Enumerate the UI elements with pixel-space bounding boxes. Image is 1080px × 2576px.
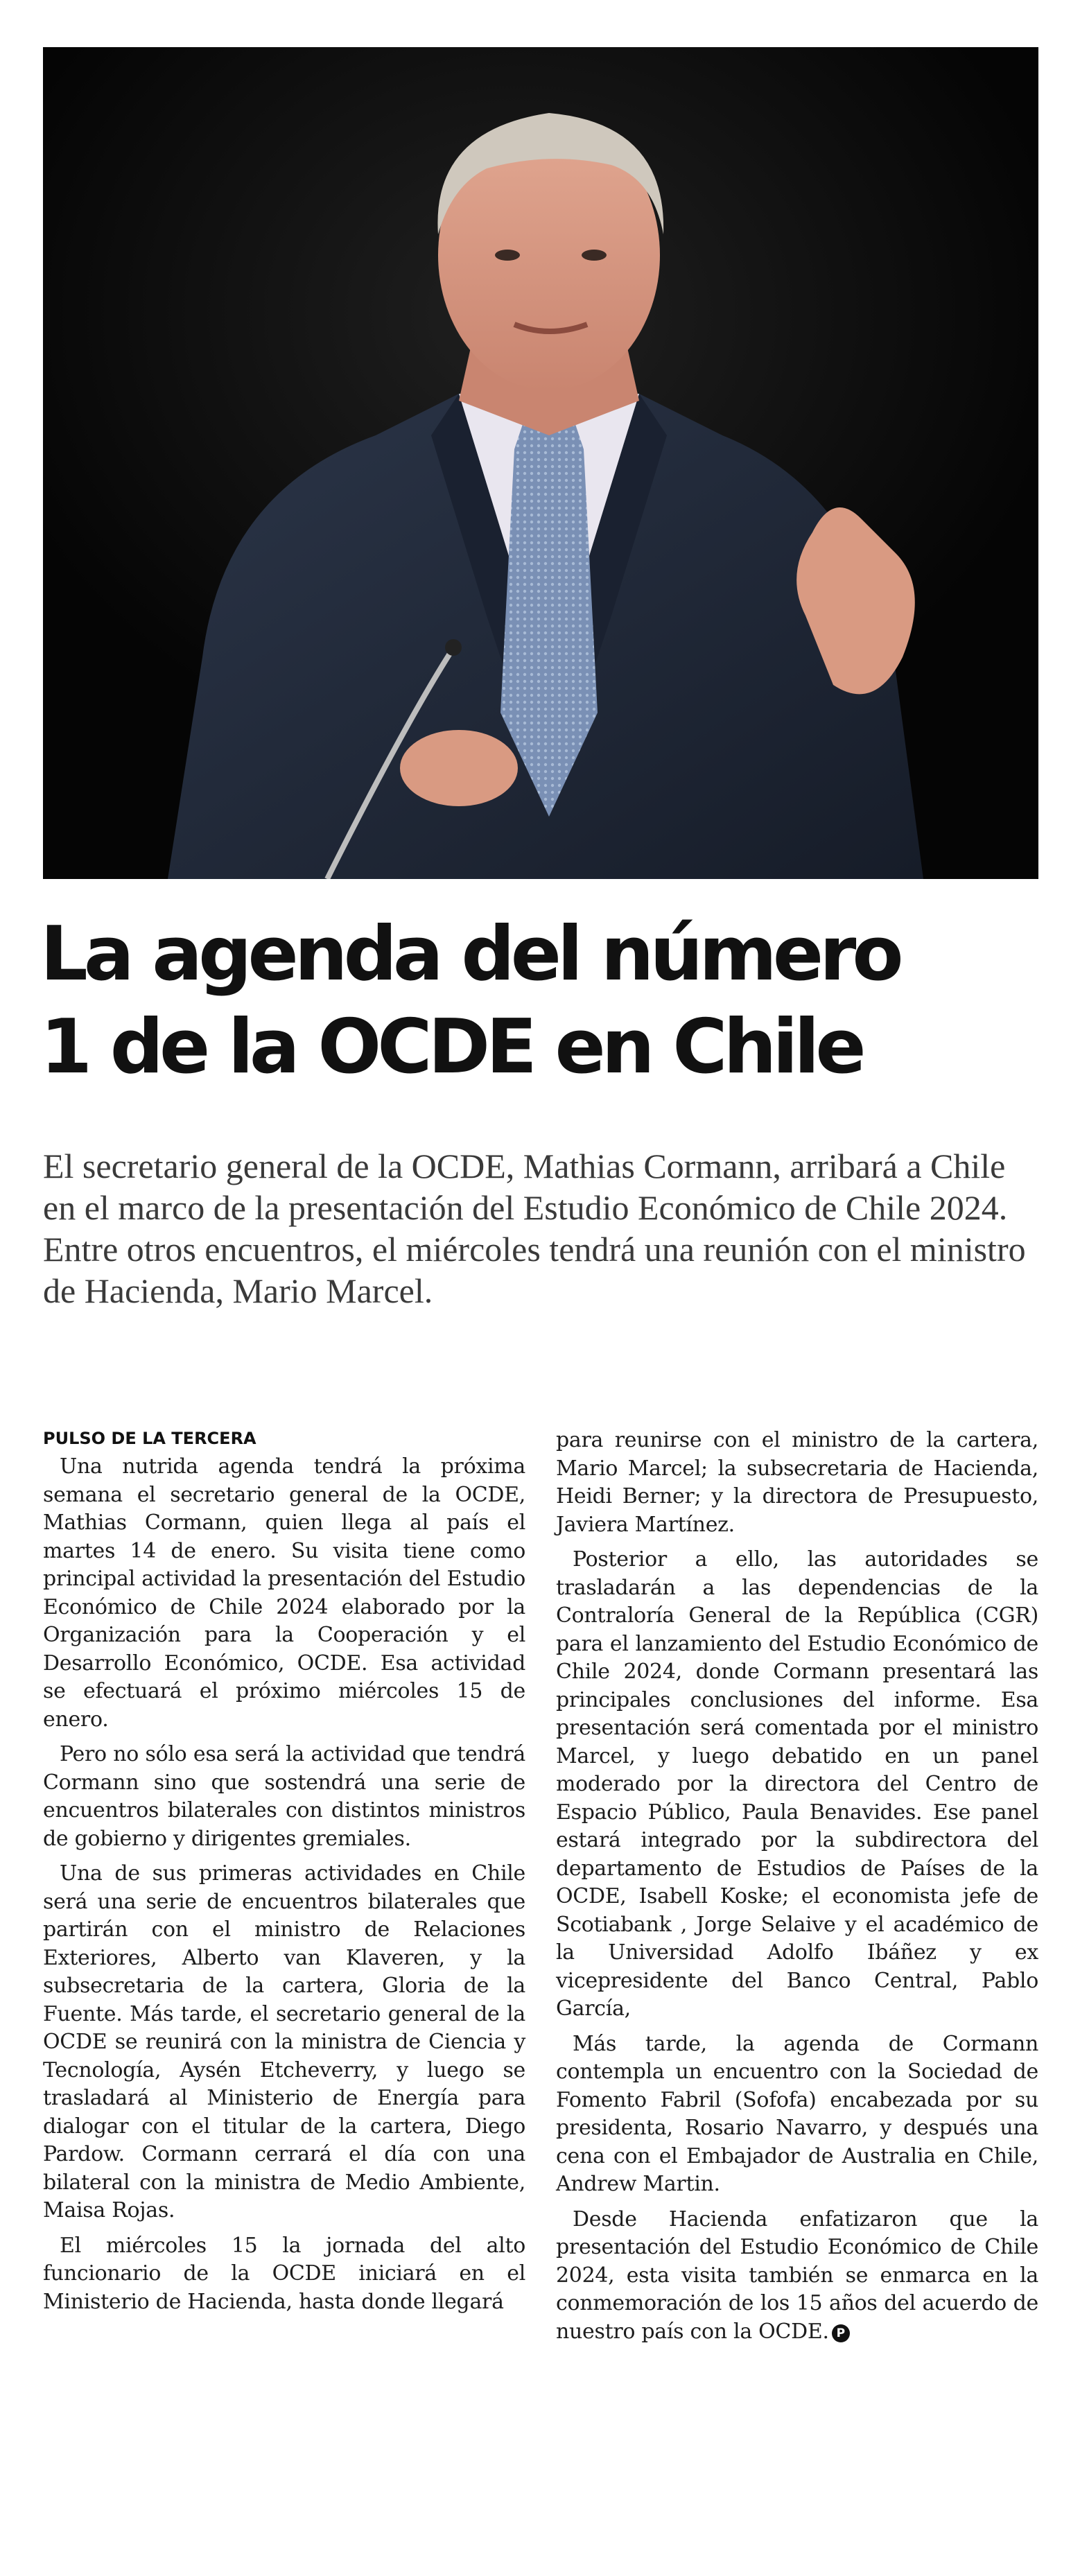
paragraph: Posterior a ello, las autoridades se trasladarán a las dependencias de la Contraloría General de la República (CGR) para el lanzamiento del Estudio Económico de Chile 2024, donde Cormann presentará las principales conclusiones del informe. Esa presentación será comentada por el ministro Marcel, y luego debatido en un panel moderado por la directora del Centro de Espacio Público, Paula Benavides. Ese panel estará integrado por la subdirectora del departamento de Estudios de Países de la OCDE, Isabell Koske; el economista jefe de Scotiabank , Jorge Selaive y el académico de la Universidad Adolfo Ibáñez y ex vicepresidente del Banco Central, Pablo García, — [556, 1547, 1038, 2021]
paragraph-last — [556, 2206, 1038, 2347]
paragraph: El miércoles 15 la jornada del alto funcionario de la OCDE iniciará en el Ministerio de Hacienda, hasta donde llegará — [43, 2233, 525, 2314]
paragraph: Más tarde, la agenda de Cormann contempla un encuentro con la Sociedad de Fomento Fabril (Sofofa) encabezada por su presidenta, Rosario Navarro, y después una cena con el Embajador de Australia en Chile, Andrew Martin. — [556, 2031, 1038, 2196]
deck: El secretario general de la OCDE, Mathias Cormann, arribará a Chile en el marco de la presentación del Estudio Económico de Chile 2024. Entre otros encuentros, el miércoles tendrá una reunión con el ministro de Hacienda, Mario Marcel. — [43, 1147, 1026, 1310]
column-left — [43, 1427, 525, 2550]
paragraph: Una de sus primeras actividades en Chile será una serie de encuentros bilaterales que partirán con el ministro de Relaciones Exteriores, Alberto van Klaveren, y la subsecretaria de la cartera, Gloria de la Fuente. Más tarde, el secretario general de la OCDE se reunirá con la ministra de Ciencia y Tecnología, Aysén Etcheverry, y luego se trasladará al Ministerio de Energía para dialogar con el titular de la cartera, Diego Pardow. Cormann cerrará el día con una bilateral con la ministra de Medio Ambiente, Maisa Rojas. — [43, 1861, 525, 2222]
byline: PULSO DE LA TERCERA — [43, 1429, 256, 1448]
end-mark-icon: P — [832, 2324, 850, 2342]
lower-hand-shape — [400, 730, 518, 806]
column-right — [556, 1427, 1038, 2550]
photo-illustration — [43, 47, 1038, 879]
headline — [40, 908, 1038, 1094]
paragraph: Pero no sólo esa será la actividad que tendrá Cormann sino que sostendrá una serie de encuentros bilaterales con distintos ministros de gobierno y dirigentes gremiales. — [43, 1742, 525, 1851]
headline-line-2: 1 de la OCDE en Chile — [40, 1004, 862, 1090]
paragraph-last-text: Desde Hacienda enfatizaron que la presentación del Estudio Económico de Chile 2024, esta visita también se enmarca en la conmemoración de los 15 años del acuerdo de nuestro país con la OCDE. — [556, 2207, 1038, 2344]
paragraph: Una nutrida agenda tendrá la próxima semana el secretario general de la OCDE, Mathias Cormann, quien llega al país el martes 14 de enero. Su visita tiene como principal actividad la presentación del Estudio Económico de Chile 2024 elaborado por la Organización para la Cooperación y el Desarrollo Económico, OCDE. Esa actividad se efectuará el próximo miércoles 15 de enero. — [43, 1454, 525, 1732]
article-photo — [43, 47, 1038, 879]
headline-line-1: La agenda del número — [40, 911, 900, 998]
article-body — [43, 1427, 1038, 2550]
paragraph: para reunirse con el ministro de la cartera, Mario Marcel; la subsecretaria de Hacienda, Heidi Berner; y la directora de Presupuesto, Javiera Martínez. — [556, 1428, 1038, 1537]
